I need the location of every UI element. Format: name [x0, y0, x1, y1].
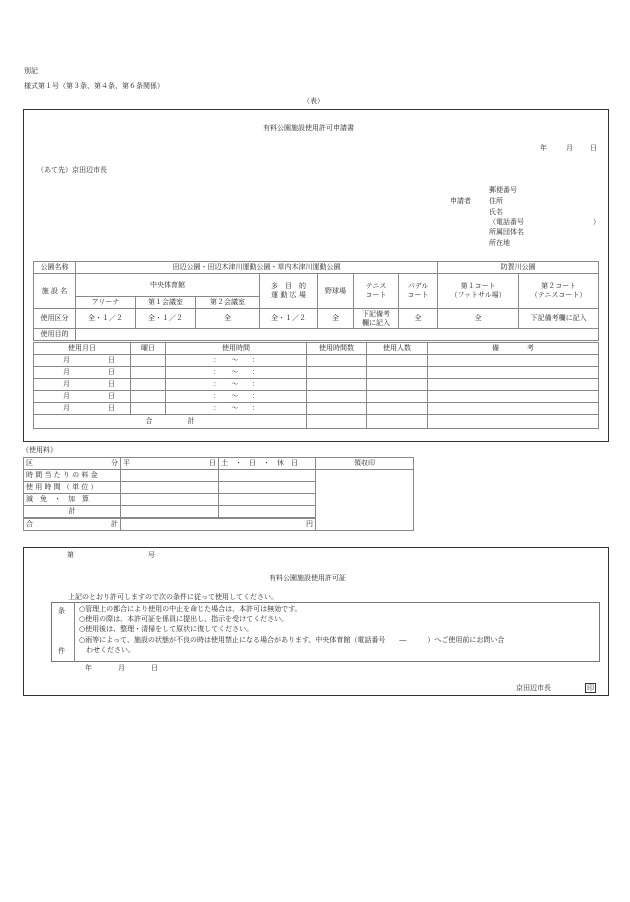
fee-weekday-time[interactable] — [121, 482, 219, 494]
permit-date-day: 日 — [151, 664, 158, 672]
total-people[interactable] — [367, 415, 428, 429]
usage-class-baseball[interactable]: 全 — [318, 309, 354, 329]
tennis-line2: コート — [365, 291, 387, 299]
fee-weekday-hourly[interactable] — [121, 470, 219, 482]
fee-row-discount: 減 免 ・ 加 算 — [24, 494, 121, 506]
fee-row-usage-time: 使 用 時 間 （ 単 位 ） — [24, 482, 121, 494]
header-remarks: 備 考 — [428, 343, 599, 355]
gym-room-meeting1: 第１会議室 — [136, 297, 196, 309]
usage-class-tennis[interactable] — [354, 309, 399, 329]
multipurpose-line2: 運 動 広 場 — [271, 291, 306, 299]
time-from: ： — [213, 380, 221, 388]
attachment-label: 別記 — [24, 67, 38, 75]
condition-item: わせください。 — [79, 646, 135, 654]
schedule-row — [34, 391, 599, 403]
usage-class-court2[interactable]: 下記備考欄に記入 — [519, 309, 599, 329]
time-cell[interactable] — [166, 379, 307, 391]
fee-total-amount[interactable]: 円 — [121, 518, 316, 531]
hours-cell[interactable] — [307, 391, 367, 403]
phone-close: ） — [593, 218, 600, 226]
address-label: 住所 — [489, 197, 503, 205]
time-from: ： — [213, 392, 221, 400]
organization-label: 所属団体名 — [489, 228, 524, 236]
weekday-cell[interactable] — [131, 379, 166, 391]
court2-line2: （テニスコート） — [530, 291, 587, 299]
time-from: ： — [213, 356, 221, 364]
schedule-row — [34, 403, 599, 415]
date-cell[interactable] — [34, 391, 131, 403]
time-to: ： — [251, 356, 259, 364]
usage-class-court1[interactable]: 全 — [438, 309, 519, 329]
facility-court2 — [519, 274, 599, 309]
padel-line1: パデル — [407, 282, 429, 290]
time-to: ： — [251, 380, 259, 388]
people-cell[interactable] — [367, 403, 428, 415]
header-hours: 使用時間数 — [307, 343, 367, 355]
date-cell[interactable] — [34, 367, 131, 379]
fees-table — [23, 457, 414, 531]
time-to: ： — [251, 404, 259, 412]
purpose-field[interactable] — [76, 329, 599, 341]
permit-number-prefix: 第 — [67, 551, 74, 559]
application-title: 有料公園施設使用許可申請書 — [263, 124, 354, 132]
usage-tennis-line1: 下記備考 — [362, 309, 390, 318]
day-label: 日 — [108, 356, 115, 364]
fee-header-weekend: 土 ・ 日 ・ 休 日 — [219, 458, 316, 470]
tilde: 〜 — [231, 404, 239, 412]
application-date-month: 月 — [566, 144, 573, 152]
addressee: （あて先）京田辺市長 — [37, 166, 107, 174]
category-right: 分 — [111, 459, 118, 467]
time-from: ： — [213, 368, 221, 376]
hours-cell[interactable] — [307, 403, 367, 415]
schedule-row — [34, 355, 599, 367]
time-from: ： — [213, 404, 221, 412]
purpose-label: 使用目的 — [34, 329, 76, 341]
conditions-divider — [74, 602, 75, 662]
weekday-cell[interactable] — [131, 391, 166, 403]
facility-table — [33, 261, 599, 341]
tilde: 〜 — [231, 380, 239, 388]
remarks-cell[interactable] — [428, 355, 599, 367]
month-label: 月 — [63, 380, 70, 388]
condition-item: ○管理上の都合により使用の中止を命じた場合は、本許可は無効です。 — [79, 605, 302, 613]
date-cell[interactable] — [34, 403, 131, 415]
conditions-label-bottom: 件 — [58, 647, 65, 655]
header-people: 使用人数 — [367, 343, 428, 355]
header-weekday: 曜日 — [131, 343, 166, 355]
people-cell[interactable] — [367, 355, 428, 367]
tilde: 〜 — [231, 356, 239, 364]
court1-line2: （フットサル場） — [450, 291, 506, 299]
total-left: 合 — [26, 519, 33, 528]
day-label: 日 — [108, 392, 115, 400]
usage-tennis-line2: 欄に記入 — [362, 318, 390, 327]
day-label: 日 — [108, 380, 115, 388]
total-remarks[interactable] — [428, 415, 599, 429]
category-left: 区 — [26, 459, 33, 467]
total-hours[interactable] — [307, 415, 367, 429]
time-cell[interactable] — [166, 355, 307, 367]
total-right: 計 — [111, 519, 118, 528]
facility-multipurpose — [260, 274, 318, 309]
condition-item: ○使用の際は、本許可証を係員に提出し、指示を受けてください。 — [79, 615, 289, 623]
hours-cell[interactable] — [307, 379, 367, 391]
usage-class-padel[interactable]: 全 — [399, 309, 438, 329]
park-name-label: 公園名称 — [34, 262, 76, 274]
tilde: 〜 — [231, 392, 239, 400]
hours-cell[interactable] — [307, 367, 367, 379]
court2-line1: 第２コート — [541, 282, 577, 290]
fee-row-total — [24, 518, 121, 531]
fee-weekend-time[interactable] — [219, 482, 316, 494]
remarks-cell[interactable] — [428, 379, 599, 391]
time-cell[interactable] — [166, 367, 307, 379]
month-label: 月 — [63, 404, 70, 412]
fee-weekday-discount[interactable] — [121, 494, 219, 506]
schedule-row — [34, 367, 599, 379]
seal-mark: 印 — [587, 684, 594, 692]
receipt-stamp-area — [316, 470, 414, 531]
gym-room-arena: アリーナ — [76, 297, 136, 309]
permit-intro: 上記のとおり許可しますので次の条件に従って使用してください。 — [68, 593, 278, 601]
usage-class-label: 使用区分 — [34, 309, 76, 329]
phone-label: （電話番号 — [489, 218, 524, 226]
park-group-1: 田辺公園・田辺木津川運動公園・草内木津川運動公園 — [76, 262, 438, 274]
gym-label: 中央体育館 — [76, 274, 260, 297]
location-label: 所在地 — [489, 239, 510, 247]
application-date-year: 年 — [540, 144, 547, 152]
fee-weekday-subtotal[interactable] — [121, 506, 219, 518]
day-label: 日 — [108, 368, 115, 376]
park-group-2: 防賀川公園 — [438, 262, 599, 274]
weekday-right: 日 — [209, 459, 216, 467]
fee-header-category — [24, 458, 121, 470]
time-cell[interactable] — [166, 403, 307, 415]
header-time: 使用時間 — [166, 343, 307, 355]
side-label: （表） — [303, 97, 324, 105]
permit-title: 有料公園施設使用許可証 — [269, 574, 346, 582]
facility-padel — [399, 274, 438, 309]
weekday-cell[interactable] — [131, 403, 166, 415]
month-label: 月 — [63, 356, 70, 364]
permit-number-suffix: 号 — [148, 551, 155, 559]
facility-label: 施 設 名 — [34, 274, 76, 309]
application-date-day: 日 — [590, 144, 597, 152]
month-label: 月 — [63, 392, 70, 400]
facility-tennis — [354, 274, 399, 309]
fees-section-label: 《使用料》 — [22, 446, 57, 454]
permit-date-month: 月 — [118, 664, 125, 672]
remarks-cell[interactable] — [428, 367, 599, 379]
permit-date-year: 年 — [85, 664, 92, 672]
people-cell[interactable] — [367, 379, 428, 391]
date-cell[interactable] — [34, 355, 131, 367]
schedule-table — [33, 342, 599, 429]
fee-row-subtotal: 計 — [24, 506, 121, 518]
facility-court1 — [438, 274, 519, 309]
padel-line2: コート — [407, 291, 429, 299]
postal-code-label: 郵便番号 — [489, 186, 517, 194]
weekday-cell[interactable] — [131, 367, 166, 379]
permit-issuer: 京田辺市長 — [516, 684, 551, 692]
weekday-cell[interactable] — [131, 355, 166, 367]
condition-item: ○雨等によって、施設の状態が不良の時は使用禁止になる場合があります。中央体育館（電話番号 ― ）へご使用前にお問い合 — [79, 636, 505, 644]
name-label: 氏名 — [489, 208, 503, 216]
time-to: ： — [251, 392, 259, 400]
applicant-label: 申請者 — [450, 197, 471, 205]
gym-room-meeting2: 第２会議室 — [196, 297, 260, 309]
people-cell[interactable] — [367, 367, 428, 379]
month-label: 月 — [63, 368, 70, 376]
time-to: ： — [251, 368, 259, 376]
schedule-row — [34, 379, 599, 391]
usage-class-meeting1[interactable]: 全・１／２ — [136, 309, 196, 329]
usage-class-meeting2[interactable]: 全 — [196, 309, 260, 329]
tennis-line1: テニス — [365, 282, 387, 290]
hours-cell[interactable] — [307, 355, 367, 367]
multipurpose-line1: 多 目 的 — [271, 282, 306, 290]
remarks-cell[interactable] — [428, 403, 599, 415]
conditions-label-top: 条 — [58, 607, 65, 615]
people-cell[interactable] — [367, 391, 428, 403]
date-cell[interactable] — [34, 379, 131, 391]
facility-baseball: 野球場 — [318, 274, 354, 309]
fee-header-receipt: 領収印 — [316, 458, 414, 470]
form-number: 様式第１号（第３条、第４条、第６条関係） — [24, 82, 164, 90]
remarks-cell[interactable] — [428, 391, 599, 403]
tilde: 〜 — [231, 368, 239, 376]
header-date: 使用月日 — [34, 343, 131, 355]
court1-line1: 第１コート — [460, 282, 496, 290]
fee-weekend-hourly[interactable] — [219, 470, 316, 482]
usage-class-arena[interactable]: 全・１／２ — [76, 309, 136, 329]
fee-row-hourly-rate: 時 間 当 た り の 料 金 — [24, 470, 121, 482]
fee-header-weekday — [121, 458, 219, 470]
weekday-left: 平 — [123, 459, 130, 467]
seal-icon — [585, 683, 596, 693]
time-cell[interactable] — [166, 391, 307, 403]
fee-weekend-subtotal[interactable] — [219, 506, 316, 518]
fee-weekend-discount[interactable] — [219, 494, 316, 506]
total-label: 合 計 — [34, 415, 307, 429]
day-label: 日 — [108, 404, 115, 412]
condition-item: ○使用後は、整理・清掃をして原状に復してください。 — [79, 625, 254, 633]
usage-class-multipurpose[interactable]: 全・１／２ — [260, 309, 318, 329]
